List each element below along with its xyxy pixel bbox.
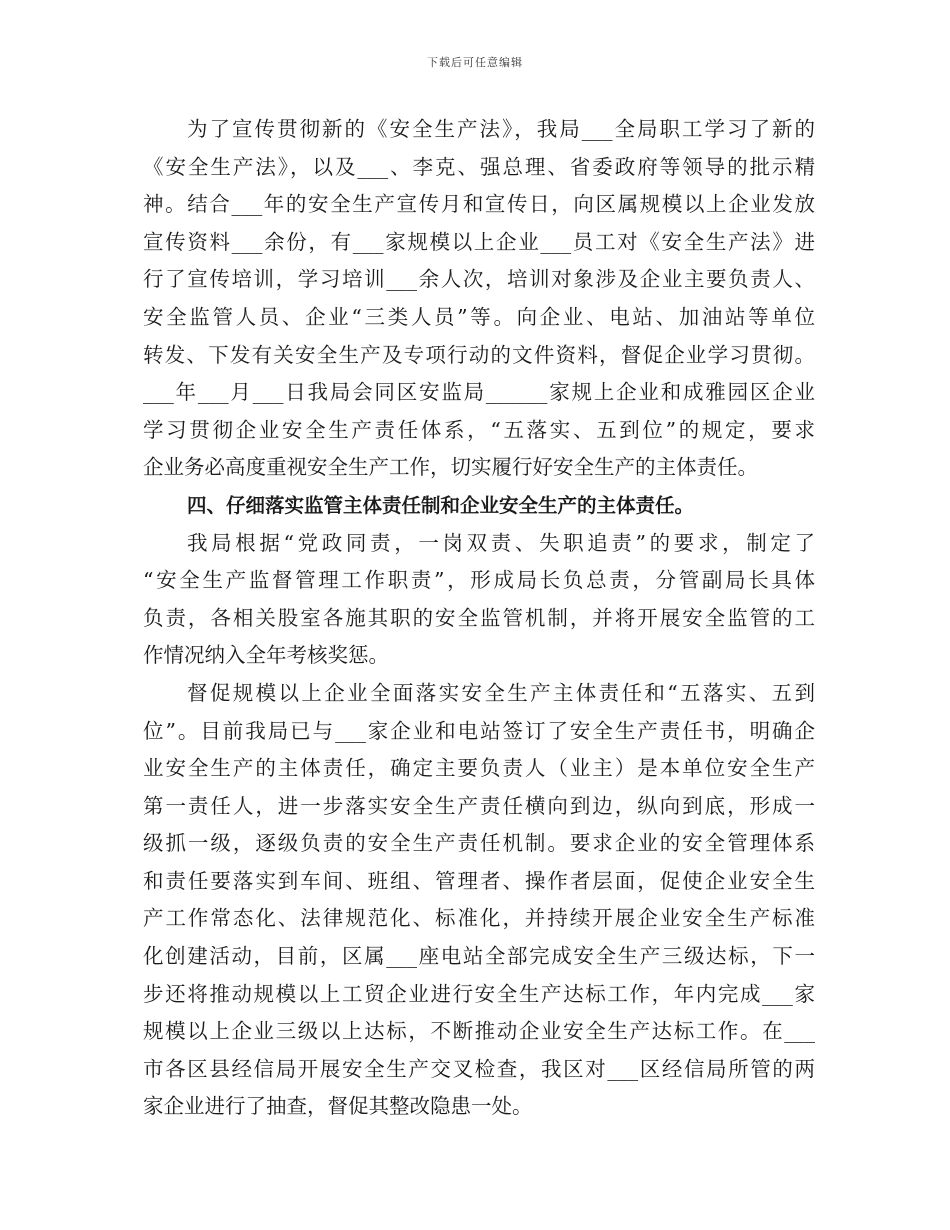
section-heading: 四、仔细落实监管主体责任制和企业安全生产的主体责任。 — [187, 493, 695, 517]
paragraph-line: 行了宣传培训，学习培训___余人次，培训对象涉及企业主要负责人、 — [143, 267, 815, 292]
paragraph-line: 转发、下发有关安全生产及专项行动的文件资料，督促企业学习贯彻。 — [143, 342, 815, 367]
paragraph-line: 和责任要落实到车间、班组、管理者、操作者层面，促使企业安全生 — [143, 868, 815, 893]
paragraph-line: 步还将推动规模以上工贸企业进行安全生产达标工作，年内完成___家 — [143, 981, 815, 1006]
document-body — [143, 111, 815, 1126]
paragraph-line: 安全监管人员、企业“三类人员”等。向企业、电站、加油站等单位 — [143, 304, 815, 329]
paragraph-line: 企业务必高度重视安全生产工作，切实履行好安全生产的主体责任。 — [143, 455, 758, 480]
paragraph-line: “安全生产监督管理工作职责”，形成局长负总责，分管副局长具体 — [143, 568, 815, 593]
paragraph-line: 产工作常态化、法律规范化、标准化，并持续开展企业安全生产标准 — [143, 906, 815, 931]
paragraph-line: 位”。目前我局已与___家企业和电站签订了安全生产责任书，明确企 — [143, 718, 815, 743]
paragraph-line: 我局根据“党政同责，一岗双责、失职追责”的要求，制定了 — [187, 530, 815, 555]
paragraph-line: 化创建活动，目前，区属___座电站全部完成安全生产三级达标，下一 — [143, 944, 815, 969]
paragraph-line: 家企业进行了抽查，督促其整改隐患一处。 — [143, 1094, 533, 1119]
paragraph-line: 第一责任人，进一步落实安全生产责任横向到边，纵向到底，形成一 — [143, 793, 815, 818]
paragraph-line: 宣传资料___余份，有___家规模以上企业___员工对《安全生产法》进 — [143, 229, 815, 254]
paragraph-line: 为了宣传贯彻新的《安全生产法》，我局___全局职工学习了新的 — [187, 117, 815, 141]
page-header: 下载后可任意编辑 — [427, 56, 523, 69]
paragraph-line: 神。结合___年的安全生产宣传月和宣传日，向区属规模以上企业发放 — [143, 192, 815, 217]
paragraph-line: ___年___月___日我局会同区安监局______家规上企业和成雅园区企业 — [143, 380, 815, 405]
paragraph-line: 作情况纳入全年考核奖惩。 — [143, 643, 389, 668]
paragraph-line: 负责，各相关股室各施其职的安全监管机制，并将开展安全监管的工 — [143, 605, 815, 630]
paragraph-line: 业安全生产的主体责任，确定主要负责人（业主）是本单位安全生产 — [143, 756, 815, 781]
paragraph-line: 学习贯彻企业安全生产责任体系，“五落实、五到位”的规定，要求 — [143, 417, 815, 442]
paragraph-line: 督促规模以上企业全面落实安全生产主体责任和“五落实、五到 — [187, 680, 815, 705]
paragraph-line: 《安全生产法》，以及___、李克、强总理、省委政府等领导的批示精 — [143, 154, 815, 179]
paragraph-line: 市各区县经信局开展安全生产交叉检查，我区对___区经信局所管的两 — [143, 1056, 815, 1081]
paragraph-line: 级抓一级，逐级负责的安全生产责任机制。要求企业的安全管理体系 — [143, 831, 815, 856]
paragraph-line: 规模以上企业三级以上达标，不断推动企业安全生产达标工作。在___ — [143, 1019, 815, 1044]
